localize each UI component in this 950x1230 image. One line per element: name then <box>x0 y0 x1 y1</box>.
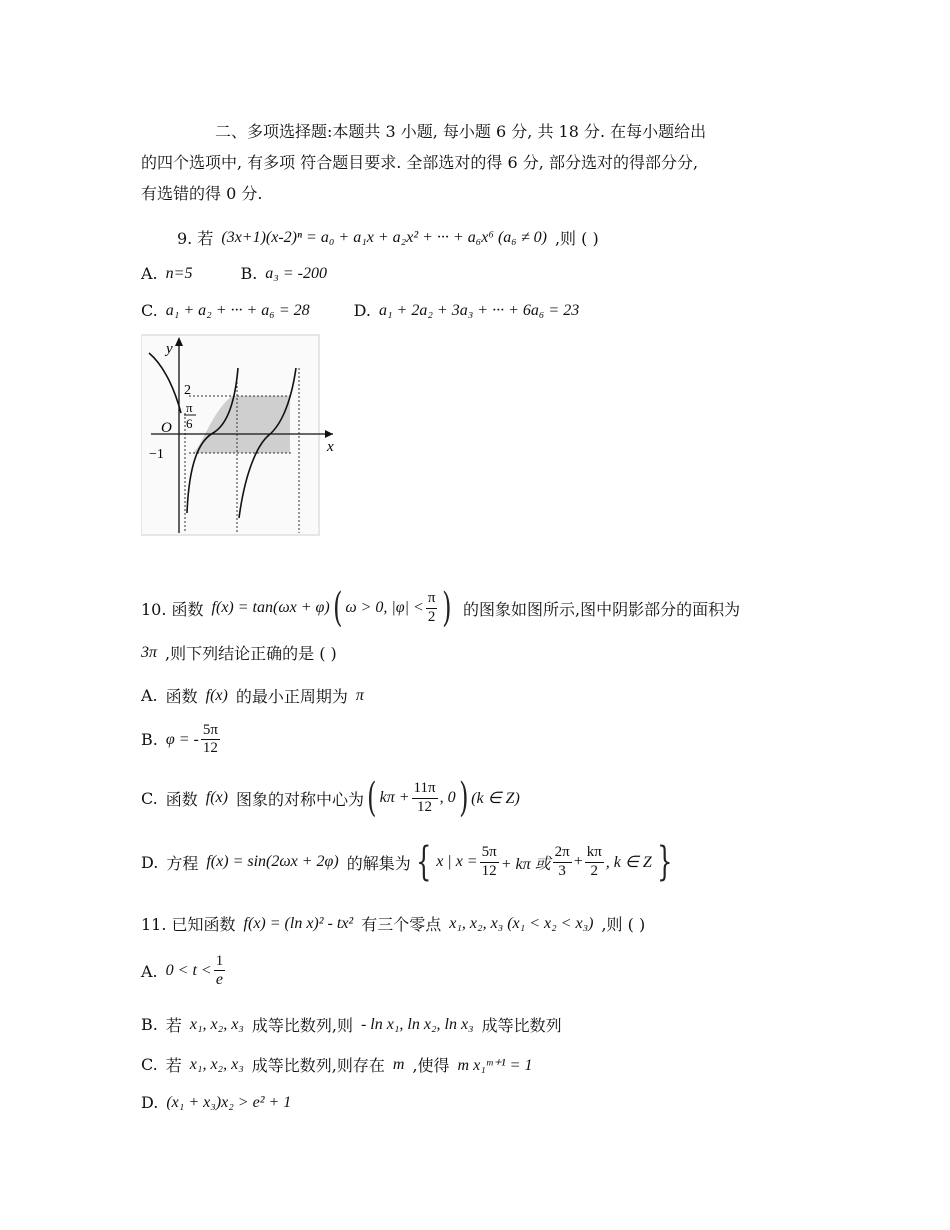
q10-c-paren-left: ( <box>367 775 377 821</box>
q10-option-b <box>141 722 222 758</box>
q10-paren-left: ( <box>332 585 343 631</box>
q11-option-b-math2: - ln x₁, ln x₂, ln x₃ <box>360 1015 474 1033</box>
q9-option-b-text: a₃ = -200 <box>265 264 327 282</box>
q11-option-c <box>141 1053 532 1076</box>
q10-option-d-set-c: , k ∈ Z <box>605 854 652 871</box>
q11-option-a-fraction <box>214 953 226 990</box>
q11-a-den: e <box>215 971 223 989</box>
q10-stem-prefix: 10. 函数 <box>141 599 204 619</box>
q9-stem-suffix: ,则 ( ) <box>554 229 599 248</box>
q9-option-a-text: n=5 <box>165 264 193 282</box>
q11-option-b-text: 若 <box>165 1016 182 1035</box>
q10-d-num1: 5π <box>480 844 499 862</box>
q10-option-d-math: f(x) = sin(2ωx + 2φ) <box>206 853 339 870</box>
q10-option-c-text: 函数 <box>165 789 198 809</box>
q10-option-c-math-c: (k ∈ Z) <box>471 790 520 807</box>
q11-option-c-label: C. <box>141 1055 158 1074</box>
q11-stem-mid: 有三个零点 <box>361 915 442 934</box>
q10-option-d-text2: 的解集为 <box>346 853 411 873</box>
q11-option-c-math: x₁, x₂, x₃ <box>189 1055 244 1073</box>
q11-option-d-label: D. <box>141 1093 159 1112</box>
q9-option-a-label: A. <box>141 264 158 283</box>
y-axis-label: y <box>166 341 173 357</box>
q11-stem-suffix: ,则 ( ) <box>601 915 646 934</box>
q10-option-d-frac1 <box>480 844 499 880</box>
q11-option-b-text2: 成等比数列,则 <box>251 1016 353 1035</box>
q11-option-c-text: 若 <box>165 1056 182 1075</box>
tick-label-6: 6 <box>186 416 193 431</box>
x-axis-label: x <box>327 439 334 455</box>
q11-option-b <box>141 1013 562 1036</box>
q10-c-paren-right: ) <box>458 775 469 821</box>
q10-line2-text: ,则下列结论正确的是 ( ) <box>165 644 337 663</box>
q10-option-d-set-b: + kπ 或 <box>500 855 551 873</box>
q10-condition: ω > 0, |φ| < <box>345 599 424 616</box>
q10-d-brace-right: } <box>656 839 673 885</box>
intro-line-2: 的四个选项中, 有多项 符合题目要求. 全部选对的得 6 分, 部分选对的得部分分, <box>141 153 699 172</box>
q10-option-c-math-b: , 0 <box>439 789 456 806</box>
q9-option-d-text: a₁ + 2a₂ + 3a₃ + ··· + 6a₆ = 23 <box>378 301 580 319</box>
q11-option-a-label: A. <box>141 961 158 981</box>
q9-option-b-label: B. <box>240 264 258 283</box>
q10-option-d-label: D. <box>141 852 159 872</box>
q11-option-a-math: 0 < t < <box>165 962 212 980</box>
q10-d-num3: kπ <box>585 844 604 862</box>
q11-option-b-math: x₁, x₂, x₃ <box>189 1015 244 1033</box>
q9-options-cd <box>141 301 579 320</box>
tan-graph-svg <box>141 333 341 538</box>
q10-option-c <box>141 775 520 821</box>
q9-stem <box>177 226 599 249</box>
tick-label-pi: π <box>186 400 193 415</box>
q10-paren-right: ) <box>442 585 452 631</box>
q11-formula: f(x) = (ln x)² - tx² <box>243 914 354 932</box>
q10-cond-num: π <box>426 590 438 608</box>
q10-option-d-set-a: x | x = <box>436 853 478 870</box>
q10-option-a-label: A. <box>141 686 158 705</box>
tick-label-neg1: −1 <box>149 447 164 462</box>
q10-option-c-num: 11π <box>412 780 438 798</box>
q10-option-d-frac2 <box>553 844 572 880</box>
q10-option-c-math: f(x) <box>205 789 228 806</box>
q10-option-a-math: f(x) <box>205 686 228 704</box>
intro-line-3: 有选错的得 0 分. <box>141 184 263 203</box>
q11-option-c-math2: m <box>392 1055 405 1073</box>
q11-zeros: x₁, x₂, x₃ (x₁ < x₂ < x₃) <box>449 914 594 932</box>
q9-options-ab <box>141 264 327 283</box>
q10-option-b-num: 5π <box>201 722 220 740</box>
q10-option-a-math2: π <box>355 686 364 704</box>
q11-option-b-text3: 成等比数列 <box>481 1016 562 1035</box>
q11-a-num: 1 <box>214 953 226 971</box>
q11-option-c-text3: ,使得 <box>412 1056 450 1075</box>
q9-option-c-text: a₁ + a₂ + ··· + a₆ = 28 <box>165 301 310 319</box>
q9-option-d-label: D. <box>353 301 371 320</box>
q9-stem-prefix: 9. 若 <box>177 229 214 248</box>
q10-option-b-math: φ = - <box>165 730 199 748</box>
q10-stem-suffix: 的图象如图所示,图中阴影部分的面积为 <box>463 599 741 619</box>
q11-option-a <box>141 953 227 990</box>
q10-option-a-text: 函数 <box>165 687 198 706</box>
q10-d-den1: 12 <box>481 862 497 879</box>
q10-option-b-fraction <box>201 722 220 758</box>
q10-option-d-text: 方程 <box>166 853 199 873</box>
q10-cond-fraction <box>426 590 438 626</box>
q10-cond-den: 2 <box>427 608 436 625</box>
q11-stem <box>141 912 645 935</box>
q9-formula: (3x+1)(x-2)ⁿ = a₀ + a₁x + a₂x² + ··· + a₆x⁶ (a₆ ≠ 0) <box>221 228 547 246</box>
q10-option-c-text2: 图象的对称中心为 <box>235 789 364 809</box>
q10-stem-line2 <box>141 641 337 664</box>
q10-formula: f(x) = tan(ωx + φ) <box>211 599 330 616</box>
origin-label: O <box>161 420 172 436</box>
tick-label-2: 2 <box>184 383 191 398</box>
q11-stem-prefix: 11. 已知函数 <box>141 915 236 934</box>
q10-line2-math: 3π <box>141 643 158 661</box>
q10-option-d: D. 方程 f(x) = sin(2ωx + 2φ) 的解集为 { x | x = $\frac{5\pi}{12}$ + kπ 或 $\frac{2\pi}{3}$ + $\frac{k\pi}{2}$ , k ∈ Z } <box>141 839 673 885</box>
q10-option-b-label: B. <box>141 730 158 750</box>
q10-option-c-math-a: kπ + <box>379 789 410 806</box>
q10-option-c-den: 12 <box>417 798 433 815</box>
q11-option-d-math: (x₁ + x₃)x₂ > e² + 1 <box>166 1093 292 1111</box>
q10-d-den2: 3 <box>558 862 566 879</box>
q11-option-b-label: B. <box>141 1015 158 1034</box>
q10-option-b-den: 12 <box>202 740 218 757</box>
q10-option-a <box>141 684 364 707</box>
q9-option-c-label: C. <box>141 301 158 320</box>
x-axis-arrow <box>325 430 333 438</box>
q10-d-den3: 2 <box>590 862 598 879</box>
section-intro <box>141 116 810 209</box>
intro-line-1: 二、多项选择题:本题共 3 小题, 每小题 6 分, 共 18 分. 在每小题给出 <box>215 122 707 141</box>
q10-option-d-frac3 <box>585 844 604 880</box>
q10-option-c-label: C. <box>141 788 158 808</box>
q11-option-c-text2: 成等比数列,则存在 <box>251 1056 385 1075</box>
q11-option-c-math3: m x₁ᵐ⁺¹ = 1 <box>457 1056 533 1074</box>
q10-option-a-text2: 的最小正周期为 <box>235 687 348 706</box>
q10-d-num2: 2π <box>553 844 572 862</box>
q11-option-d <box>141 1093 291 1112</box>
q10-option-c-fraction <box>412 780 438 816</box>
q10-stem <box>141 585 741 631</box>
q10-d-brace-left: { <box>415 839 432 885</box>
tan-graph-figure <box>141 333 341 542</box>
